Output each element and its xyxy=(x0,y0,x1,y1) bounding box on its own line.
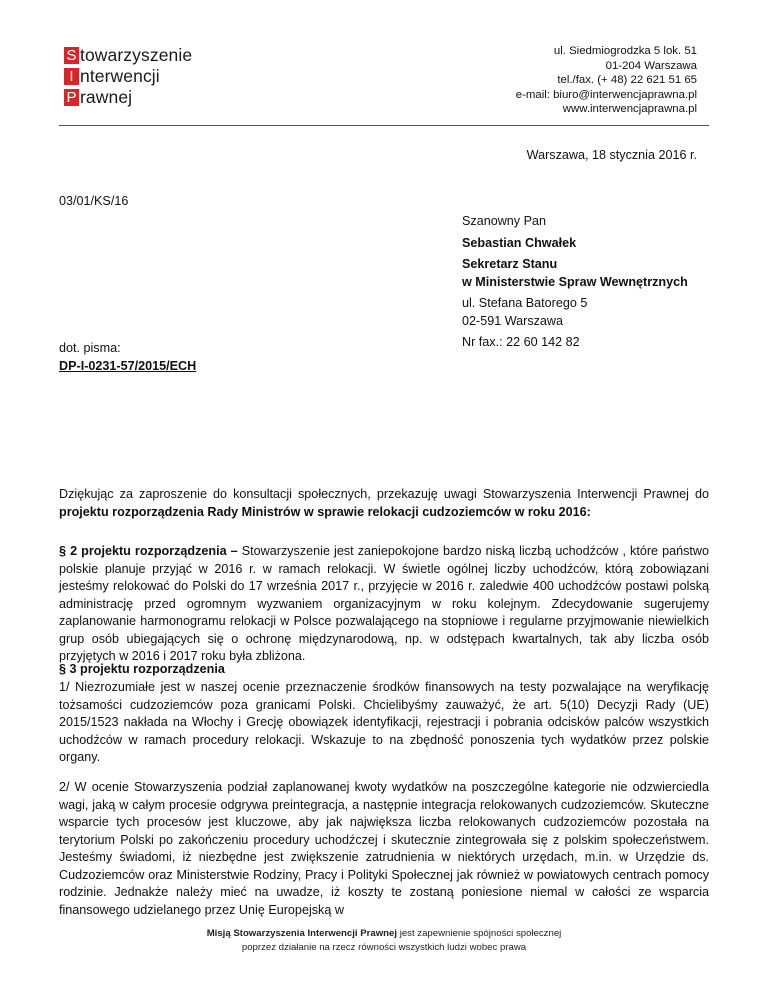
regarding-block xyxy=(59,340,196,375)
header-divider xyxy=(59,125,709,126)
address-website[interactable]: www.interwencjaprawna.pl xyxy=(562,103,697,116)
section-2-paragraph xyxy=(59,543,709,666)
address-email[interactable]: e-mail: biuro@interwencjaprawna.pl xyxy=(515,88,697,101)
recipient-street: ul. Stefana Batorego 5 xyxy=(462,296,588,310)
recipient-title: Sekretarz Stanu xyxy=(462,257,558,271)
logo-initial-box: S xyxy=(64,47,79,64)
logo-word: towarzyszenie xyxy=(80,45,193,65)
recipient-block xyxy=(462,213,688,352)
recipient-ministry: w Ministerstwie Spraw Wewnętrznych xyxy=(462,274,688,289)
recipient-city: 02-591 Warszawa xyxy=(462,313,564,328)
address-phone: tel./fax. (+ 48) 22 621 51 65 xyxy=(557,74,697,87)
section-2-heading: § 2 projektu rozporządzenia – xyxy=(59,544,238,558)
recipient-salutation: Szanowny Pan xyxy=(462,214,547,228)
logo-initial-box: P xyxy=(64,89,79,106)
section-2-text: Stowarzyszenie jest zaniepokojone bardzo niską liczbą uchodźców , które państwo polskie planuje przyjąć w 2016 r. w ramach relokacji. W świetle ogólnej liczby uchodźców, którą zobowiązani jesteśmy relokować do Polski do 17 września 2017 r., przyjęcie w 2016 r. zaledwie 400 uchodźców postawi polską administrację przed ogromnym wyzwaniem organizacyjnym w roku kolejnym. Zdecydowanie sugerujemy zaplanowanie harmonogramu relokacji w Polsce pozwalającego na stopniowe i regularne przyjmowanie niewielkich grup osób ubiegających się o ochronę międzynarodową, np. w odstępach kwartalnych, tak aby liczba osób przyjętych w 2016 i 2017 roku była zbliżona. xyxy=(59,544,709,663)
section-3-heading: § 3 projektu rozporządzenia xyxy=(59,662,225,676)
footer-bold: Misją Stowarzyszenia Interwencji Prawnej xyxy=(206,928,398,939)
recipient-name: Sebastian Chwałek xyxy=(462,235,577,250)
footer-line-2: poprzez działanie na rzecz równości wszystkich ludzi wobec prawa xyxy=(241,942,527,953)
section-3-point-1: 1/ Niezrozumiałe jest w naszej ocenie przeznaczenie środków finansowych na testy pozwalające na weryfikację tożsamości cudzoziemców poza granicami Polski. Chcielibyśmy zauważyć, że art. 5(10) Decyzji Rady (UE) 2015/1523 nakłada na Włochy i Grecję obowiązek identyfikacji, rejestracji i pobrania odcisków palców wszystkich uchodźców w ramach procedury relokacji. Wskazuje to na zbędność ponoszenia tych wydatków przez polskie organy. xyxy=(59,680,709,764)
logo-word: nterwencji xyxy=(80,66,160,86)
intro-paragraph xyxy=(59,486,709,521)
sender-address xyxy=(516,44,697,117)
letter-date: Warszawa, 18 stycznia 2016 r. xyxy=(526,148,697,162)
logo-word: rawnej xyxy=(80,87,133,107)
footer-line-1 xyxy=(59,927,709,941)
address-street: ul. Siedmiogrodzka 5 lok. 51 xyxy=(553,45,697,57)
section-3-heading-block xyxy=(59,661,709,679)
intro-bold: projektu rozporządzenia Rady Ministrów w sprawie relokacji cudzoziemców w roku 2016: xyxy=(59,504,591,519)
logo-line-p xyxy=(64,88,192,107)
intro-text: Dziękując za zaproszenie do konsultacji społecznych, przekazuję uwagi Stowarzyszenia Interwencji Prawnej do xyxy=(59,487,709,501)
address-city: 01-204 Warszawa xyxy=(605,59,697,72)
footer-mission xyxy=(59,927,709,955)
recipient-fax: Nr fax.: 22 60 142 82 xyxy=(462,335,580,349)
organization-logo xyxy=(64,46,192,109)
footer-line-1-rest: jest zapewnienie spójności społecznej xyxy=(397,928,562,939)
logo-line-i xyxy=(64,67,192,86)
section-3-point-2: 2/ W ocenie Stowarzyszenia podział zaplanowanej kwoty wydatków na poszczególne kategorie nie odzwierciedla wagi, jaką w całym procesie odgrywa preintegracja, a następnie integracja relokowanych cudzoziemców. Skuteczne wsparcie tych procesów jest kluczowe, aby jak największa liczba relokowanych cudzoziemców pozostała na terytorium Polski po zakończeniu procedury uchodźczej i skutecznie zintegrowała się z polskim społeczeństwem. Jesteśmy świadomi, iż niezbędne jest zwiększenie zatrudnienia w niektórych urzędach, m.in. w Urzędzie ds. Cudzoziemców oraz Ministerstwie Rodziny, Pracy i Polityki Społecznej jak również w powiatowych centrach pomocy rodzinie. Jednakże należy mieć na uwadze, iż koszty te zostaną poniesione niemal w całości ze wsparcia finansowego udzielanego przez Unię Europejską w xyxy=(59,780,709,917)
regarding-label: dot. pisma: xyxy=(59,341,121,355)
reference-number: 03/01/KS/16 xyxy=(59,194,129,208)
logo-initial-box: I xyxy=(64,68,79,85)
regarding-number: DP-I-0231-57/2015/ECH xyxy=(59,358,197,373)
logo-line-s xyxy=(64,46,192,65)
